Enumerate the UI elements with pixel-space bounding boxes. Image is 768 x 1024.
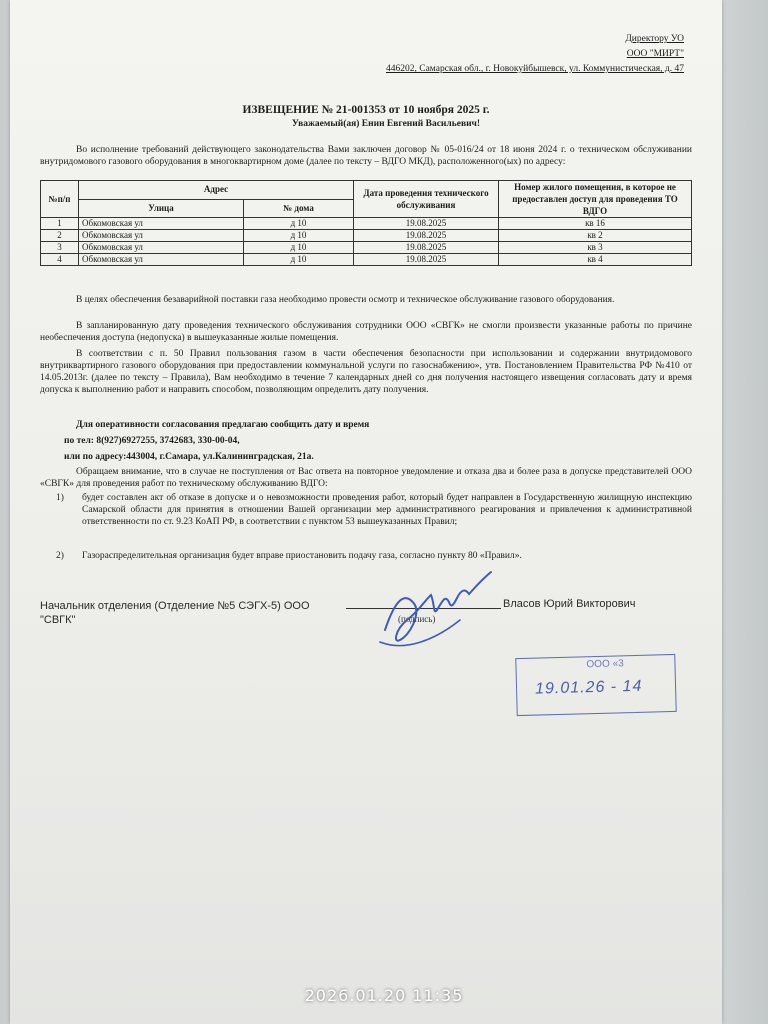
cell-street: Обкомовская ул	[79, 254, 244, 266]
paragraph-warning: Обращаем внимание, что в случае не поступления от Вас ответа на повторное уведомление и отказа два и более раза в допуске представителей ООО «СВГК» для проведения работ по техническому обслуживанию ВДГО:	[40, 467, 692, 489]
list-item-number: 1)	[56, 493, 64, 503]
list-item-number: 2)	[56, 551, 64, 561]
recipient-block	[386, 32, 684, 77]
contact-address: или по адресу:443004, г.Самара, ул.Калининградская, 21а.	[64, 452, 314, 462]
list-item	[56, 492, 692, 528]
cell-date: 19.08.2025	[354, 230, 499, 242]
intro-paragraph: Во исполнение требований действующего законодательства Вами заключен договор № 05-016/24 от 18 июня 2024 г. о техническом обслуживании внутридомового газового оборудования в многоквартирном доме (далее по тексту – ВДГО МКД), расположенного(ых) по адресу:	[40, 145, 692, 167]
cell-apartment: кв 4	[499, 254, 692, 266]
header-street: Улица	[79, 199, 244, 218]
recipient-line1: Директору УО	[625, 34, 684, 44]
paragraph-no-access: В запланированную дату проведения технического обслуживания сотрудники ООО «СВГК» не смогли произвести указанные работы по причине необеспечения доступа (недопуска) в вышеуказанные жилые помещения.	[40, 321, 692, 343]
photo-timestamp: 2026.01.20 11:35	[304, 986, 464, 1005]
address-table	[40, 180, 692, 266]
recipient-address: 446202, Самарская обл., г. Новокуйбышевск, ул. Коммунистическая, д. 47	[386, 64, 684, 74]
list-item-text: будет составлен акт об отказе в допуске и о невозможности проведения работ, который будет направлен в Государственную жилищную инспекцию Самарской области для принятия в отношении Вашей организации мер административного реагирования и привлечения к административной ответственности по ст. 9.23 КоАП РФ, в соответствии с пунктом 53 вышеуказанных Правил;	[82, 493, 692, 527]
greeting: Уважаемый(ая) Енин Евгений Васильевич!	[291, 119, 481, 129]
cell-apartment: кв 16	[499, 218, 692, 230]
header-apartment: Номер жилого помещения, в которое не предоставлен доступ для проведения ТО ВДГО	[499, 181, 692, 218]
cell-street: Обкомовская ул	[79, 230, 244, 242]
paragraph-safety: В целях обеспечения безаварийной поставки газа необходимо провести осмотр и техническое обслуживание газового оборудования.	[76, 295, 615, 305]
contact-line1: Для оперативности согласования предлагаю сообщить дату и время	[76, 420, 370, 430]
cell-house: д 10	[244, 230, 354, 242]
cell-street: Обкомовская ул	[79, 242, 244, 254]
signer-position	[40, 599, 310, 627]
cell-apartment: кв 2	[499, 230, 692, 242]
cell-date: 19.08.2025	[354, 218, 499, 230]
cell-num: 2	[41, 230, 79, 242]
document-sheet	[10, 0, 722, 1024]
stamp-date: 19.01.26 - 14	[534, 677, 643, 698]
signer-position-line2: "СВГК"	[40, 614, 76, 626]
cell-num: 1	[41, 218, 79, 230]
list-item-text: Газораспределительная организация будет вправе приостановить подачу газа, согласно пункту 80 «Правил».	[82, 551, 522, 561]
cell-street: Обкомовская ул	[79, 218, 244, 230]
contact-phone: по тел: 8(927)6927255, 3742683, 330-00-04,	[64, 436, 240, 446]
handwritten-signature	[365, 560, 505, 655]
cell-house: д 10	[244, 218, 354, 230]
cell-apartment: кв 3	[499, 242, 692, 254]
cell-date: 19.08.2025	[354, 254, 499, 266]
signer-position-line1: Начальник отделения (Отделение №5 СЭГХ-5) ООО	[40, 600, 310, 612]
table-row	[41, 242, 692, 254]
signer-name: Власов Юрий Викторович	[503, 598, 636, 610]
table-row	[41, 230, 692, 242]
recipient-line2: ООО "МИРТ"	[626, 49, 684, 59]
cell-date: 19.08.2025	[354, 242, 499, 254]
table-row	[41, 254, 692, 266]
header-house: № дома	[244, 199, 354, 218]
table-row	[41, 218, 692, 230]
paragraph-rules: В соответствии с п. 50 Правил пользования газом в части обеспечения безопасности при использовании и содержании внутридомового внутриквартирного газового оборудования при предоставлении коммунальной услуги по газоснабжению», утв. Постановлением Правительства РФ №410 от 14.05.2013г. (далее по тексту – Правила), Вам необходимо в течение 7 календарных дней со дня получения настоящего извещения согласовать дату и время допуска к выполнению работ и направить способом, позволяющим определить дату получения.	[40, 349, 692, 395]
cell-num: 4	[41, 254, 79, 266]
cell-house: д 10	[244, 254, 354, 266]
signature-caption: (подпись)	[398, 614, 436, 624]
cell-num: 3	[41, 242, 79, 254]
header-num: №п/п	[41, 181, 79, 218]
received-stamp	[515, 654, 676, 716]
notice-title: ИЗВЕЩЕНИЕ № 21-001353 от 10 ноября 2025 г.	[242, 104, 490, 116]
header-address: Адрес	[79, 181, 354, 200]
cell-house: д 10	[244, 242, 354, 254]
header-date: Дата проведения технического обслуживания	[354, 181, 499, 218]
stamp-org: ООО «3	[586, 658, 624, 671]
